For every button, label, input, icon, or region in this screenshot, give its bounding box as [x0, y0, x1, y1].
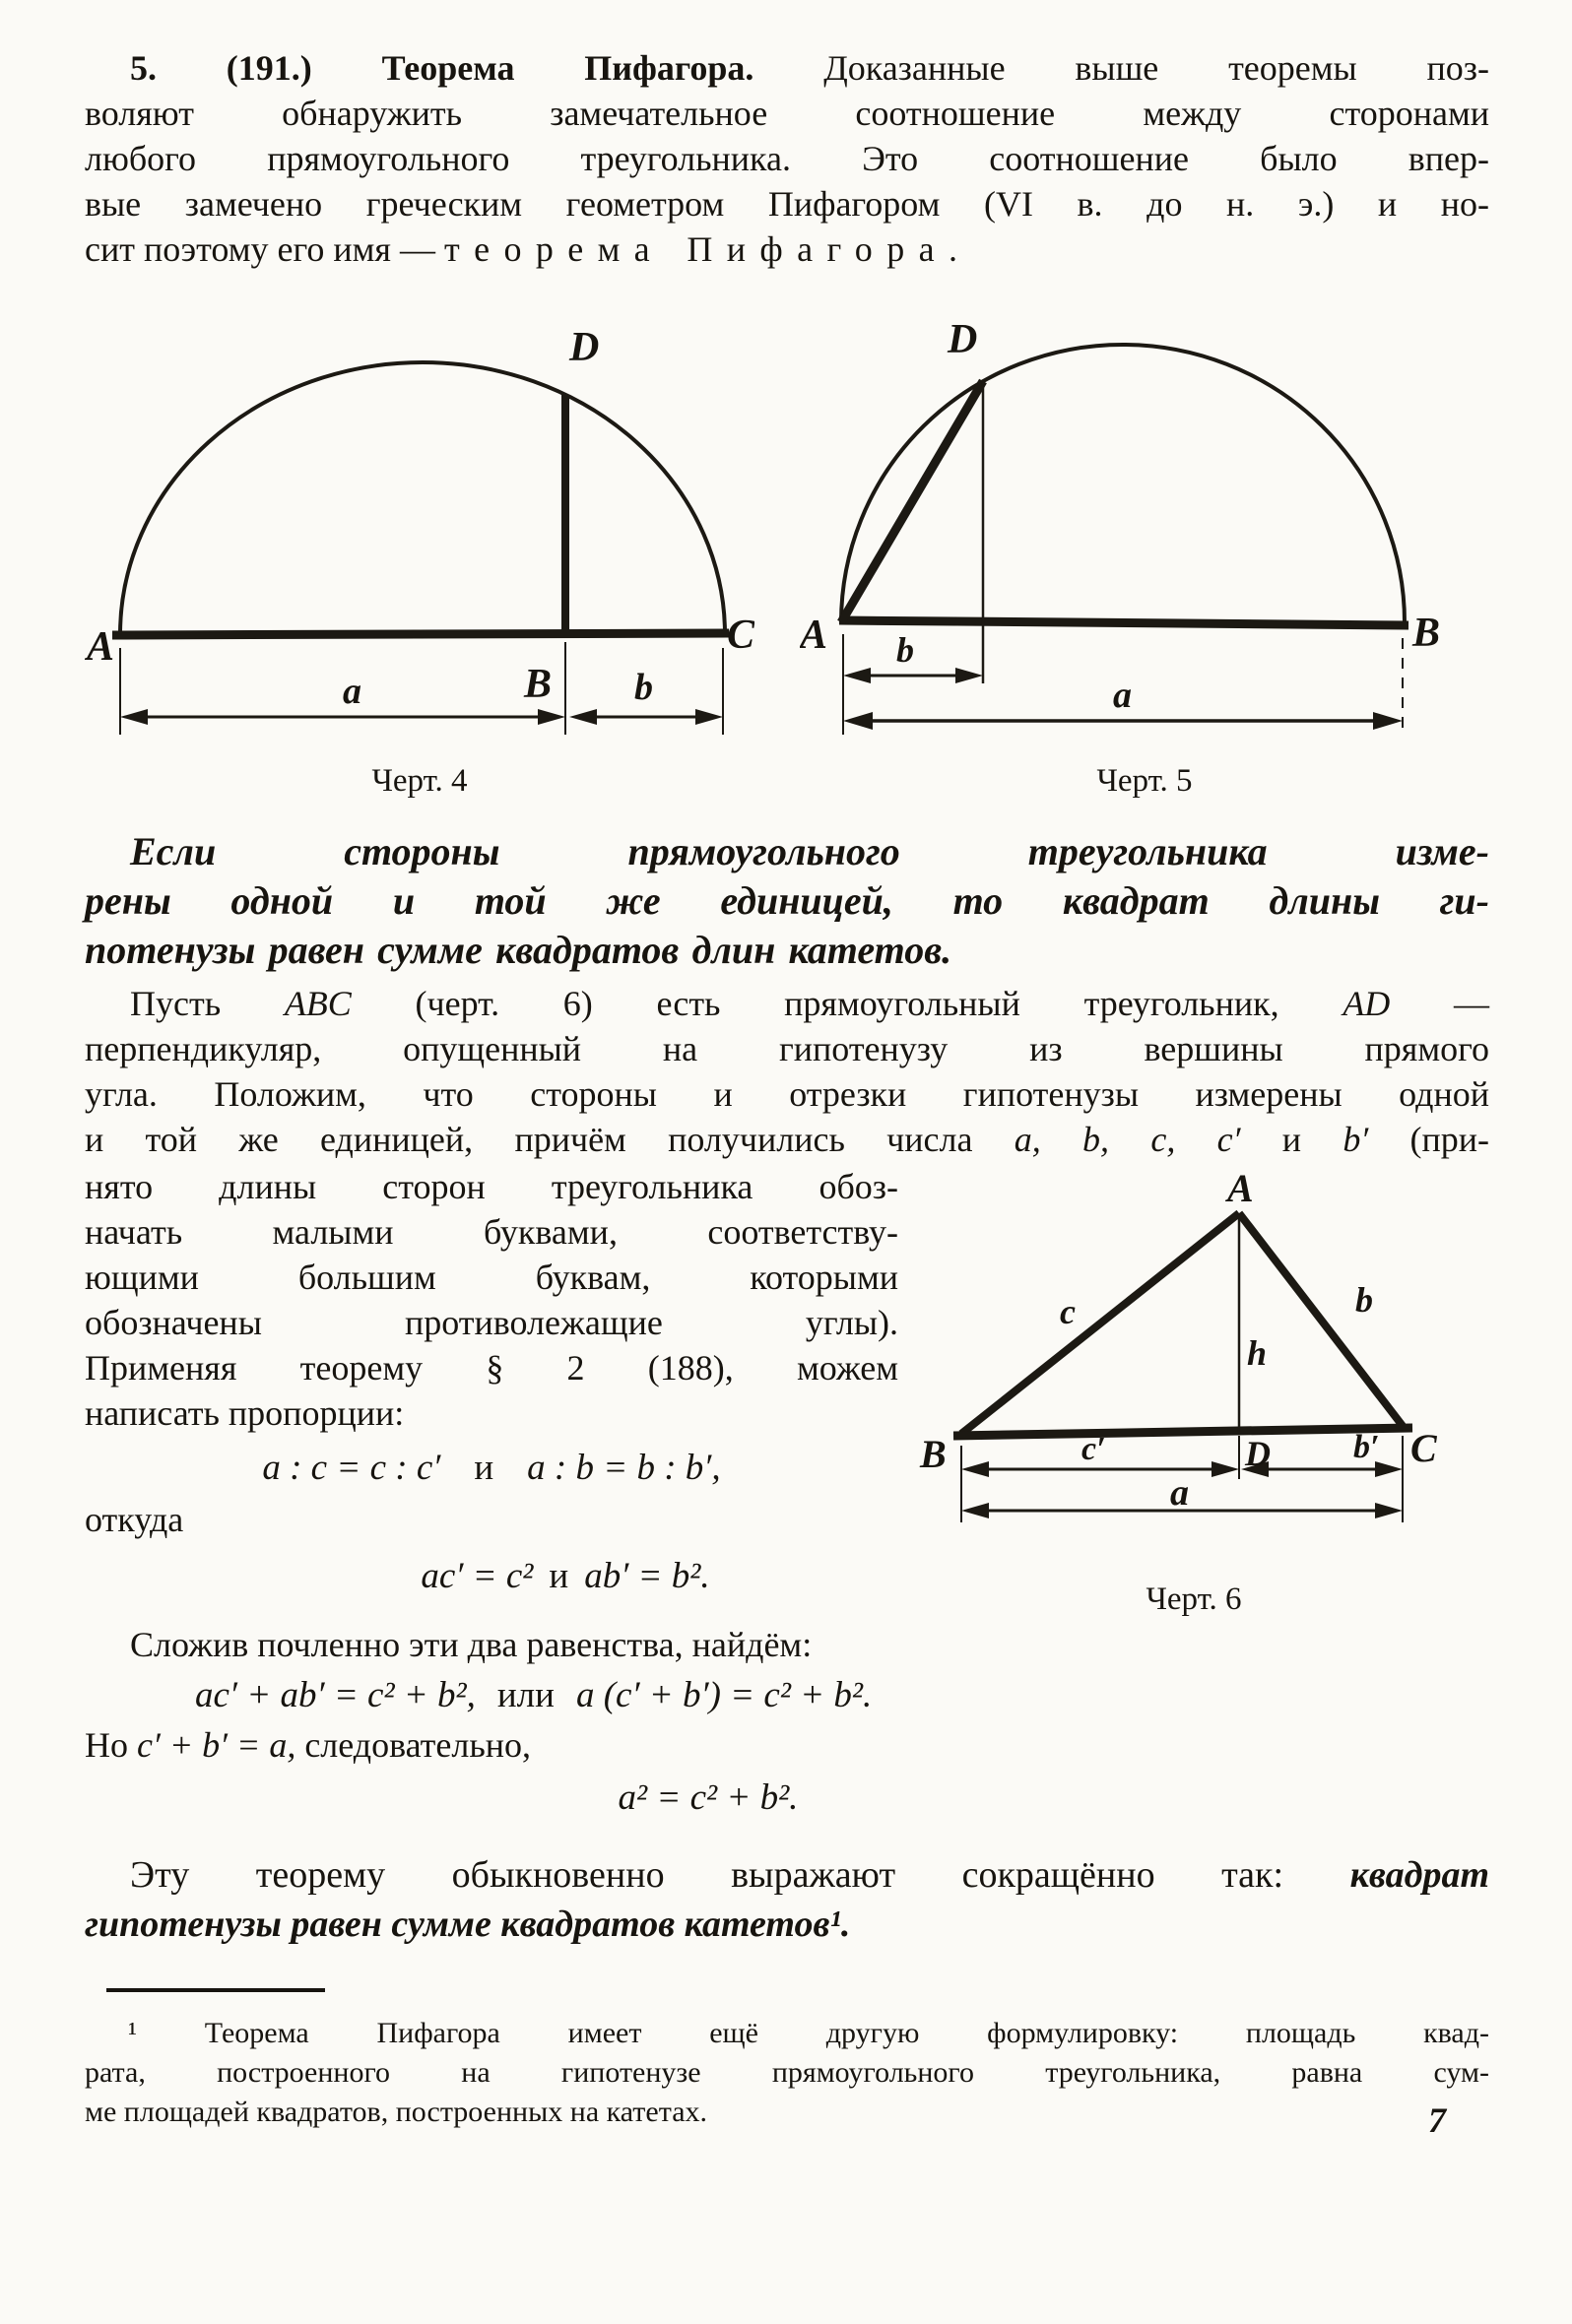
para1-line5-text: сит поэтому его имя — [85, 229, 444, 269]
footnote [85, 2014, 1489, 2132]
segment-label-b: b [896, 630, 914, 670]
text-part: Эту теорему обыкновенно выражают сокращённо так: [130, 1854, 1350, 1896]
col-line-3: ющими большим буквам, которыми [85, 1258, 898, 1297]
figure-5 [800, 309, 1489, 800]
section-with-figure-6 [85, 1164, 1489, 1618]
col-line-5: Применяя теорему § 2 (188), можем [85, 1348, 898, 1388]
segment-label-a: a [343, 671, 361, 712]
dimension-arrow-b [569, 709, 723, 725]
theorem-line-3: потенузы равен сумме квадратов длин катетов. [85, 928, 952, 972]
final-line-1 [85, 1850, 1489, 1900]
col-line-4: обозначены противолежащие углы). [85, 1303, 898, 1342]
figures-row [85, 309, 1489, 800]
para1-text: Доказанные выше теоремы поз- [753, 48, 1489, 88]
side-b-ac [1239, 1213, 1403, 1426]
pythagorean-formula: a² = c² + b². [618, 1777, 799, 1818]
point-label-A: A [1227, 1172, 1254, 1210]
para2-text: и [1240, 1120, 1343, 1159]
segment-name: AD [1343, 984, 1391, 1023]
figure-6 [898, 1164, 1489, 1618]
altitude-label-h: h [1247, 1333, 1268, 1373]
col-line-6: написать пропорции: [85, 1393, 405, 1433]
segment-label-a: a [1170, 1472, 1189, 1514]
para2 [85, 981, 1489, 1162]
text-part: следовательно, [295, 1725, 532, 1765]
para2-text: Пусть [130, 984, 285, 1023]
conjunction: и [549, 1556, 569, 1596]
footnote-line-3: ме площадей квадратов, построенных на катетах. [85, 2096, 708, 2128]
no-line [85, 1722, 1489, 1768]
diameter-ac [112, 633, 729, 635]
emphasized-part: квадрат [1349, 1854, 1489, 1896]
side-label-b: b [1355, 1280, 1373, 1320]
chord-ad [841, 381, 983, 622]
para1-line-3: любого прямоугольного треугольника. Это соотношение было впер- [85, 139, 1489, 178]
side-label-c: c [1060, 1292, 1076, 1331]
para1-line-2: воляют обнаружить замечательное соотношение между сторонами [85, 94, 1489, 133]
formula-part: a : c = c : c′ [262, 1448, 441, 1488]
para2-line-3: угла. Положим, что стороны и отрезки гипотенузы измерены одной [85, 1074, 1489, 1114]
section-heading: 5. (191.) Теорема Пифагора. [130, 48, 754, 88]
otkuda-line: откуда [85, 1500, 184, 1539]
figure-4-caption: Черт. 4 [371, 763, 468, 799]
para2-text: (черт. 6) есть прямоугольный треугольник, [351, 984, 1343, 1023]
triangle-name: ABC [284, 984, 352, 1023]
point-label-D: D [948, 317, 978, 362]
para2-text: (при- [1368, 1120, 1489, 1159]
final-paragraph [85, 1850, 1489, 1949]
segment-label-b: b [634, 667, 653, 708]
emphasized-term: теорема Пифагора. [443, 229, 972, 269]
theorem-statement [85, 827, 1489, 975]
conjunction: или [496, 1675, 555, 1715]
footnote-separator [106, 1988, 325, 1992]
para1-line-1 [85, 45, 1489, 91]
formula-part: ac′ = c² [421, 1556, 534, 1596]
point-label-B: B [920, 1432, 947, 1476]
point-label-C: C [1410, 1426, 1437, 1470]
para2-text: — [1390, 984, 1489, 1023]
conjunction: и [474, 1448, 494, 1488]
figure-5-caption: Черт. 5 [1096, 763, 1193, 799]
diameter-ab [839, 620, 1408, 625]
segment-label-a: a [1113, 675, 1132, 716]
formula-part: a (c′ + b′) = c² + b². [575, 1675, 873, 1715]
text-part: Но [85, 1725, 137, 1765]
point-label-D: D [569, 325, 600, 370]
page-number: 7 [1428, 2100, 1446, 2140]
variable-list: a, b, c, c′ [1014, 1120, 1241, 1159]
formula-part: a : b = b : b′, [527, 1448, 721, 1488]
formula-part: c′ + b′ = a, [137, 1725, 296, 1765]
formula-part: ab′ = b². [584, 1556, 710, 1596]
figure-6-drawing [918, 1172, 1470, 1580]
para2-line-4 [85, 1117, 1489, 1162]
figure-4-drawing [85, 309, 754, 754]
para1-line-4: вые замечено греческим геометром Пифагором (VI в. до н. э.) и но- [85, 184, 1489, 224]
dimension-arrow-b [843, 668, 983, 683]
point-label-A: A [87, 624, 115, 670]
col-line-2: начать малыми буквами, соответству- [85, 1212, 898, 1252]
final-line-2: гипотенузы равен сумме квадратов катетов¹. [85, 1904, 851, 1945]
para2-line-2: перпендикуляр, опущенный на гипотенузу из вершины прямого [85, 1029, 1489, 1068]
point-label-A: A [800, 613, 828, 658]
point-label-B: B [524, 662, 553, 707]
side-c-ab [961, 1213, 1239, 1434]
figure-6-caption: Черт. 6 [1146, 1582, 1242, 1617]
footnote-line-2: рата, построенного на гипотенузе прямоугольного треугольника, равна сум- [85, 2056, 1489, 2089]
variable-b-prime: b′ [1343, 1120, 1369, 1159]
para2-line-1 [85, 981, 1489, 1026]
base-bc [953, 1428, 1412, 1436]
slozhiv-line: Сложив почленно эти два равенства, найдём: [130, 1625, 813, 1664]
sum-formula [85, 1667, 1489, 1722]
point-label-D: D [1245, 1434, 1271, 1473]
theorem-line-1: Если стороны прямоугольного треугольника изме- [130, 829, 1489, 873]
segment-label-c-prime: c′ [1081, 1431, 1106, 1467]
col-line-1: нято длины сторон треугольника обоз- [85, 1167, 898, 1206]
para2-text: и той же единицей, причём получились числа [85, 1120, 1015, 1159]
point-label-C: C [727, 613, 754, 658]
footnote-line-1: ¹ Теорема Пифагора имеет ещё другую формулировку: площадь квад- [128, 2017, 1489, 2049]
figure-4 [85, 309, 754, 800]
formula-part: ac′ + ab′ = c² + b², [195, 1675, 476, 1715]
semicircle-arc [120, 362, 725, 634]
figure-5-drawing [800, 309, 1489, 754]
theorem-line-2: рены одной и той же единицей, то квадрат длины ги- [85, 878, 1489, 923]
para1-line-5 [85, 226, 1489, 272]
point-label-B: B [1412, 611, 1441, 656]
segment-label-b-prime: b′ [1353, 1429, 1380, 1465]
